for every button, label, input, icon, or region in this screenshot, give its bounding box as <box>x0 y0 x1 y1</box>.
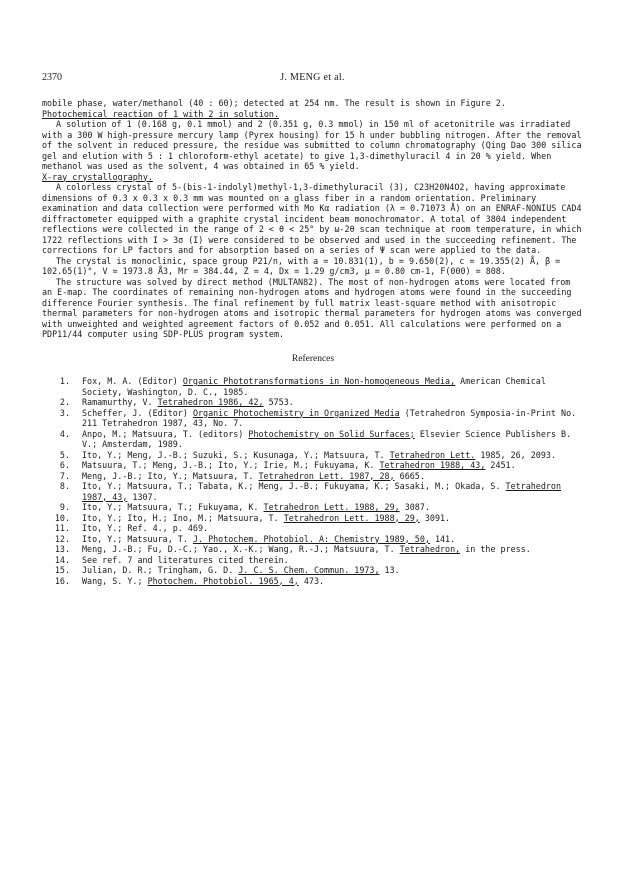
reference-item <box>42 376 584 397</box>
reference-number: 4. <box>59 428 70 439</box>
intro-paragraph: mobile phase, water/methanol (40 : 60); detected at 254 nm. The result is shown in Figure 2. <box>42 98 506 108</box>
reference-detail: 5753. <box>263 397 294 407</box>
section-heading-photochemical: Photochemical reaction of 1 with 2 in solution. <box>42 108 279 119</box>
reference-item <box>42 544 584 555</box>
reference-detail: in the press. <box>460 544 531 554</box>
reference-text: Scheffer, J. (Editor) <box>82 407 193 418</box>
reference-number: 5. <box>59 449 70 460</box>
reference-number: 12. <box>54 533 70 544</box>
reference-text: Ito, Y.; Matsuura, T.; Tabata, K.; Meng, J.-B.; Fukuyama, K.; Sasaki, M.; Okada, S. <box>82 481 506 491</box>
reference-detail: 1307. <box>127 491 158 502</box>
reference-source: Tetrahedron Lett. 1987, 28, <box>258 470 395 481</box>
reference-source: Tetrahedron, <box>399 544 461 554</box>
reference-text: Julian, D. R.; Tringham, G. D. <box>82 565 239 575</box>
reference-detail: 141. <box>429 533 456 544</box>
reference-item <box>42 450 584 461</box>
reference-text: Fox, M. A. (Editor) <box>82 376 183 386</box>
xray-paragraph-1: A colorless crystal of 5-(bis-1-indolyl)methyl-1,3-dimethyluracil (3), C23H20N4O2, having approximate dimensions of 0.3 x 0.3 x 0.3 mm was mounted on a glass fiber in a random orientation. Preliminary examination and data collection were performed with Mo Kα radiation (λ = 0.71073 Å) on an ENRAF-NONIUS CAD4 diffractometer equipped with a graphite crystal incident beam monochromator. A total of 3804 independent reflections were collected in the range of 2 < θ < 25° by ω-2θ scan technique at room temperature, in which 1722 reflections with I > 3σ (I) were considered to be observed and used in the succeeding refinement. The corrections for LP factors and for absorption based on a series of Ψ scan were applied to the data. <box>42 182 582 255</box>
running-head: J. MENG et al. <box>280 72 345 83</box>
reference-detail: 2451. <box>485 460 516 470</box>
reference-item <box>42 429 584 450</box>
reference-source: Tetrahedron Lett. <box>389 449 476 460</box>
reference-item <box>42 397 584 408</box>
reference-text: Ito, Y.; Ito, H.; Ino, M.; Matsuura, T. <box>82 512 284 523</box>
reference-number: 16. <box>54 575 70 586</box>
reference-text: Ito, Y.; Matsuura, T.; Fukuyama, K. <box>82 502 264 512</box>
reference-detail: 13. <box>379 565 400 575</box>
reference-number: 6. <box>59 460 70 470</box>
reference-text: Wang, S. Y.; <box>82 575 148 586</box>
reference-item <box>42 523 584 534</box>
reference-item <box>42 408 584 429</box>
reference-detail: 3091. <box>419 512 451 523</box>
reference-item <box>42 502 584 513</box>
reference-text: Ito, Y.; Matsuura, T. <box>82 533 193 544</box>
reference-number: 9. <box>59 502 70 512</box>
reference-text: Meng, J.-B.; Ito, Y.; Matsuura, T. <box>82 470 259 481</box>
reference-detail: 3087. <box>399 502 430 512</box>
xray-paragraph-2: The crystal is monoclinic, space group P21/n, with a = 10.831(1), b = 9.650(2), c = 19.355(2) Å, β = 102.65(1)°, V = 1973.8 Å3, Mr = 384.44, Z = 4, Dx = 1.29 g/cm3, μ = 0.80 cm-1, F(000) = 808. <box>42 255 561 276</box>
reference-number: 2. <box>59 397 70 407</box>
reference-item <box>42 460 584 471</box>
reference-detail: Elsevier Science Publishers B. V.; Amsterdam, 1989. <box>82 428 572 449</box>
reference-text: Anpo, M.; Matsuura, T. (editors) <box>82 428 249 439</box>
reference-source: J. Photochem. Photobiol. A: Chemistry 1989, 50, <box>192 533 430 544</box>
reference-detail: American Chemical Society, Washington, D. C., 1985. <box>82 376 546 397</box>
references-title: References <box>291 353 335 364</box>
reference-source: J. C. S. Chem. Commun. 1973, <box>238 565 380 575</box>
reference-source: Organic Photochemistry in Organized Media <box>192 407 400 418</box>
reference-item <box>42 565 584 576</box>
reference-text: See ref. 7 and literatures cited therein. <box>82 554 289 565</box>
reference-number: 3. <box>59 407 70 418</box>
reference-number: 1. <box>59 376 70 386</box>
reference-detail: 1985, 26, 2093. <box>475 449 556 460</box>
reference-number: 8. <box>59 481 70 491</box>
reference-number: 13. <box>54 544 70 554</box>
reference-text: Meng, J.-B.; Fu, D.-C.; Yao., X.-K.; Wang, R.-J.; Matsuura, T. <box>82 544 400 554</box>
reference-number: 15. <box>54 565 70 575</box>
reference-text: Ito, Y.; Ref. 4., p. 469. <box>82 523 209 533</box>
reference-item <box>42 534 584 545</box>
reference-number: 10. <box>54 512 70 523</box>
reference-item <box>42 481 584 502</box>
reference-item <box>42 576 584 587</box>
page-header <box>42 72 583 86</box>
reference-number: 7. <box>59 470 70 481</box>
reference-text: Ramamurthy, V. <box>82 397 158 407</box>
reference-detail: 6665. <box>394 470 425 481</box>
photochemical-paragraph: A solution of 1 (0.168 g, 0.1 mmol) and 2 (0.351 g, 0.3 mmol) in 150 ml of acetonitrile was irradiated with a 300 W high-pressure mercury lamp (Pyrex housing) for 15 h under bubbling nitrogen. After the removal of the solvent in reduced pressure, the residue was submitted to column chromatography (Qing Dao 300 silica gel and elution with 5 : 1 chloroform-ethyl acetate) to give 1,3-dimethyluracil 4 in 20 % yield. When methanol was used as the solvent, 4 was obtained in 65 % yield. <box>42 119 582 171</box>
reference-source: Organic Phototransformations in Non-homogeneous Media, <box>182 376 456 386</box>
reference-text: Ito, Y.; Meng, J.-B.; Suzuki, S.; Kusunaga, Y.; Matsuura, T. <box>82 449 390 460</box>
reference-source: Tetrahedron Lett. 1988, 29, <box>263 502 400 512</box>
reference-item <box>42 513 584 524</box>
reference-number: 14. <box>54 554 70 565</box>
reference-source: Photochemistry on Solid Surfaces; <box>248 428 415 439</box>
page-number: 2370 <box>42 72 62 83</box>
reference-text: Matsuura, T.; Meng, J.-B.; Ito, Y.; Irie, M.; Fukuyama, K. <box>82 460 380 470</box>
reference-item <box>42 555 584 566</box>
reference-source: Tetrahedron Lett. 1988, 29, <box>283 512 420 523</box>
reference-source: Tetrahedron 1987, 43, <box>82 481 562 502</box>
reference-source: Photochem. Photobiol. 1965, 4, <box>147 575 299 586</box>
reference-number: 11. <box>54 523 70 533</box>
reference-item <box>42 471 584 482</box>
section-heading-xray: X-ray crystallography. <box>42 171 153 182</box>
reference-detail: (Tetrahedron Symposia-in-Print No. 211 Tetrahedron 1987, 43, No. 7. <box>82 407 577 428</box>
reference-source: Tetrahedron 1988, 43, <box>379 460 486 470</box>
reference-list <box>42 376 584 586</box>
reference-detail: 473. <box>298 575 325 586</box>
xray-paragraph-3: The structure was solved by direct method (MULTAN82). The most of non-hydrogen atoms were located from an E-map. The coordinates of remaining non-hydrogen atoms and hydrogen atoms were found in the succeeding difference Fourier synthesis. The final refinement by full matrix least-square method with anisotropic thermal parameters for non-hydrogen atoms and isotropic thermal parameters for hydrogen atoms was converged with unweighted and weighted agreement factors of 0.052 and 0.051. All calculations were performed on a PDP11/44 computer using SDP-PLUS program system. <box>42 276 582 339</box>
reference-source: Tetrahedron 1986, 42, <box>157 397 264 407</box>
article-body <box>42 98 584 586</box>
